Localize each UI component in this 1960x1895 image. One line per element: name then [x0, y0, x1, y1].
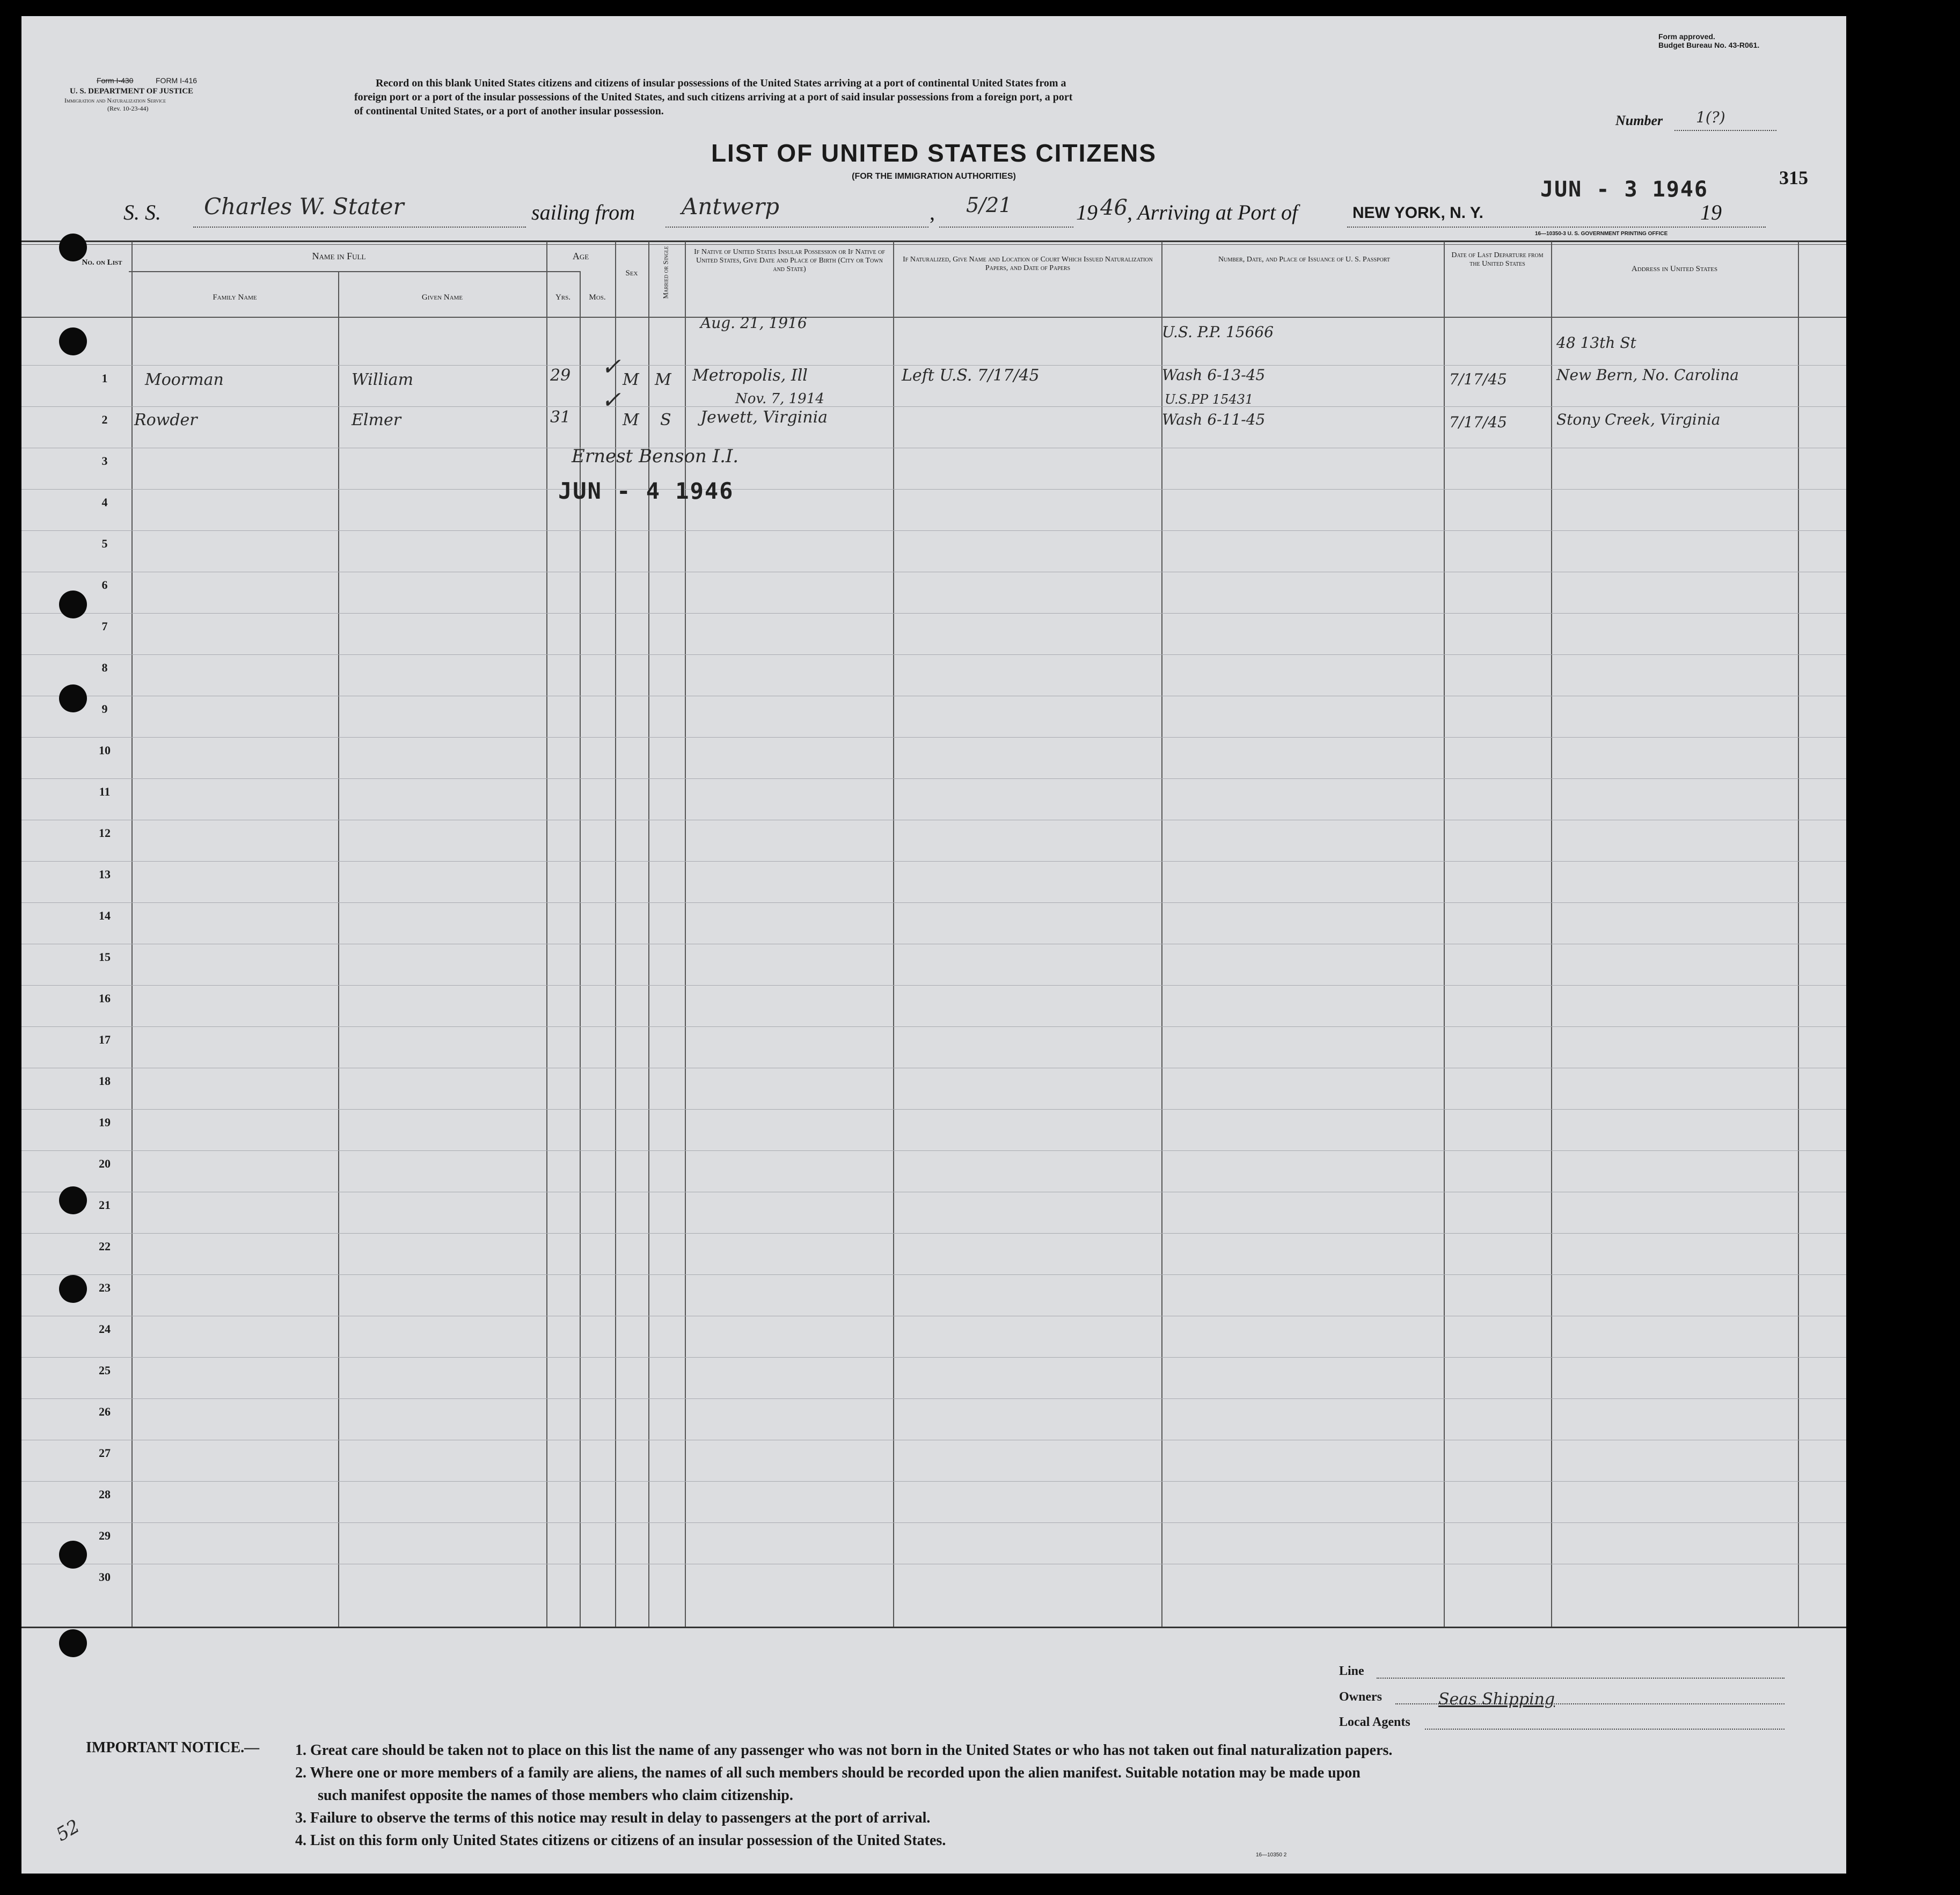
notice-list: [295, 1739, 1787, 1852]
approval-line-1: Form approved.: [1658, 32, 1715, 41]
service-line: Immigration and Naturalization Service: [64, 97, 166, 104]
col-header-name: Name in Full: [312, 251, 366, 261]
col-header-passport: Number, Date, and Place of Issuance of U. S. Passport: [1218, 256, 1390, 264]
agents-field: [1425, 1729, 1785, 1730]
col-line: [580, 271, 581, 1627]
row1-given-name: William: [352, 370, 414, 389]
punch-hole: [59, 1629, 87, 1657]
row-rule: [21, 365, 1846, 366]
arrival-year-prefix: 19: [1700, 200, 1722, 224]
row-rule: [21, 1522, 1846, 1523]
col-header-yrs: Yrs.: [555, 293, 571, 302]
page-subtitle: (FOR THE IMMIGRATION AUTHORITIES): [852, 172, 1016, 181]
row1-family-name: Moorman: [145, 370, 224, 389]
header-bottom-rule: [21, 317, 1846, 318]
owners-value: Seas Shipping: [1438, 1690, 1555, 1709]
row-number: 16: [99, 992, 111, 1005]
approval-note: [1658, 32, 1759, 49]
col-line: [893, 242, 894, 1627]
row-number: 10: [99, 744, 111, 757]
row-rule: [21, 406, 1846, 407]
row1-birth-date: Aug. 21, 1916: [700, 314, 807, 332]
row-rule: [21, 613, 1846, 614]
row2-marital: S: [660, 411, 671, 429]
instruction-line-1: Record on this blank United States citizens and citizens of insular possessions of the United States arriving at a port of continental United States from a: [376, 77, 1066, 89]
row-number: 27: [99, 1446, 111, 1460]
row2-departure: 7/17/45: [1449, 413, 1507, 431]
col-header-marital: Married or Single: [661, 246, 670, 299]
row-number: 13: [99, 868, 111, 881]
row-rule: [21, 1150, 1846, 1151]
row1-address-line1: 48 13th St: [1556, 334, 1636, 352]
col-header-mos: Mos.: [589, 293, 606, 302]
row-rule: [21, 737, 1846, 738]
notice-2-cont: such manifest opposite the names of those members who claim citizenship.: [318, 1787, 793, 1804]
col-header-given: Given Name: [421, 293, 463, 302]
line-label: Line: [1339, 1664, 1364, 1678]
row1-naturalized: Left U.S. 7/17/45: [902, 366, 1040, 385]
row2-passport-number: U.S.PP 15431: [1165, 392, 1254, 407]
row-number: 24: [99, 1322, 111, 1336]
row1-check: ✓: [601, 353, 621, 381]
row-rule: [21, 861, 1846, 862]
row-rule: [21, 489, 1846, 490]
ship-name-line: [193, 227, 526, 228]
row1-passport-issued: Wash 6-13-45: [1162, 366, 1266, 384]
row2-sex: M: [623, 411, 639, 429]
row-number: 18: [99, 1074, 111, 1088]
sailing-label: sailing from: [531, 200, 635, 224]
notice-4: 4. List on this form only United States citizens or citizens of an insular possession of the United States.: [295, 1832, 946, 1849]
row2-family-name: Rowder: [134, 411, 198, 429]
port-arrival-line: [1347, 227, 1766, 228]
row-number: 19: [99, 1116, 111, 1129]
punch-hole: [59, 327, 87, 355]
notice-1: 1. Great care should be taken not to place on this list the name of any passenger who was not born in the United States or who has not taken out final naturalization papers.: [295, 1742, 1393, 1759]
row-rule: [21, 902, 1846, 903]
row1-marital: M: [655, 370, 671, 389]
punch-hole: [59, 1275, 87, 1303]
row-rule: [21, 1398, 1846, 1399]
number-value: 1(?): [1696, 108, 1725, 126]
punch-hole: [59, 1186, 87, 1214]
col-line: [338, 271, 339, 1627]
notice-3: 3. Failure to observe the terms of this notice may result in delay to passengers at the port of arrival.: [295, 1810, 931, 1826]
punch-hole: [59, 684, 87, 712]
owners-label: Owners: [1339, 1690, 1382, 1704]
port-from-line: [665, 227, 928, 228]
row-number: 20: [99, 1157, 111, 1170]
row2-check: ✓: [601, 387, 621, 414]
row-number: 9: [101, 702, 108, 716]
row-rule: [21, 778, 1846, 779]
col-header-no: No. on List: [82, 258, 122, 267]
row1-departure: 7/17/45: [1449, 370, 1507, 388]
form-id: FORM I-416: [156, 76, 198, 85]
row2-age-years: 31: [550, 408, 571, 427]
row2-passport-issued: Wash 6-11-45: [1162, 411, 1266, 428]
punch-hole: [59, 591, 87, 618]
row1-address-line2: New Bern, No. Carolina: [1556, 366, 1739, 384]
table-top-rule: [21, 240, 1846, 242]
col-header-age: Age: [572, 251, 589, 261]
row-rule: [21, 1233, 1846, 1234]
number-label: Number: [1615, 113, 1663, 128]
row2-address-line2: Stony Creek, Virginia: [1556, 411, 1721, 428]
revision-line: (Rev. 10-23-44): [107, 105, 149, 112]
row-number: 26: [99, 1405, 111, 1418]
manifest-sheet: [21, 16, 1846, 1874]
corner-mark: 52: [52, 1815, 84, 1846]
row-rule: [21, 1481, 1846, 1482]
row1-sex: M: [623, 370, 639, 389]
instruction-line-3: of continental United States, or a port of another insular possession.: [354, 105, 664, 117]
row-rule: [21, 1109, 1846, 1110]
row-number: 25: [99, 1364, 111, 1377]
comma: ,: [930, 200, 935, 224]
row2-given-name: Elmer: [352, 411, 401, 429]
printer-note: 16—10350-3 U. S. GOVERNMENT PRINTING OFFICE: [1535, 231, 1668, 237]
year-suffix: 46: [1100, 195, 1128, 220]
row-rule: [21, 1026, 1846, 1027]
inspector-signature: Ernest Benson I.I.: [572, 446, 739, 467]
date-line: [939, 227, 1073, 228]
col-line: [131, 242, 133, 1627]
page-title: LIST OF UNITED STATES CITIZENS: [711, 139, 1157, 167]
inspection-stamp: JUN - 4 1946: [558, 478, 734, 504]
row-rule: [21, 1274, 1846, 1275]
sailing-date: 5/21: [966, 193, 1012, 217]
row-number: 17: [99, 1033, 111, 1046]
approval-line-2: Budget Bureau No. 43-R061.: [1658, 41, 1760, 49]
arriving-label: , Arriving at Port of: [1127, 200, 1298, 224]
row-number: 3: [101, 454, 108, 468]
number-line: [1674, 130, 1776, 131]
row-number: 30: [99, 1570, 111, 1584]
row2-birth-date: Nov. 7, 1914: [735, 391, 824, 407]
department-line: U. S. DEPARTMENT OF JUSTICE: [70, 87, 194, 96]
row-number: 21: [99, 1198, 111, 1212]
col-header-sex: Sex: [625, 269, 638, 278]
port-from: Antwerp: [682, 193, 780, 220]
punch-hole: [59, 234, 87, 261]
row-number: 15: [99, 950, 111, 964]
col-header-departure: Date of Last Departure from the United States: [1451, 251, 1544, 268]
row-number: 2: [101, 413, 108, 426]
col-header-birth: If Native of United States Insular Possession or If Native of United States, Give Date and Place of Birth (City or Town and State): [694, 248, 885, 273]
row-rule: [21, 1357, 1846, 1358]
row-number: 6: [101, 578, 108, 592]
name-age-subrule: [129, 271, 580, 272]
row1-passport-number: U.S. P.P. 15666: [1162, 323, 1274, 341]
instruction-line-2: foreign port or a port of the insular possessions of the United States, and such citizens arriving at a port of said insular possessions from a foreign port, a port: [354, 91, 1073, 103]
row-rule: [21, 530, 1846, 531]
row-number: 12: [99, 826, 111, 840]
row-number: 28: [99, 1488, 111, 1501]
col-line: [1444, 242, 1445, 1627]
row-number: 1: [101, 371, 108, 385]
row-number: 23: [99, 1281, 111, 1294]
instructions: [354, 76, 1556, 118]
year-prefix: 19: [1076, 200, 1098, 224]
col-line: [1551, 242, 1552, 1627]
page-number: 315: [1779, 167, 1808, 188]
row1-birth-place: Metropolis, Ill: [692, 366, 808, 385]
port-arrival: NEW YORK, N. Y.: [1352, 204, 1483, 222]
col-header-address: Address in United States: [1631, 265, 1718, 273]
row2-birth-place: Jewett, Virginia: [700, 408, 828, 427]
line-field: [1377, 1678, 1785, 1679]
row-number: 7: [101, 619, 108, 633]
col-header-naturalized: If Naturalized, Give Name and Location of Court Which Issued Naturalization Papers, and Date of Papers: [903, 256, 1153, 272]
row-number: 14: [99, 909, 111, 922]
arrival-stamp: JUN - 3 1946: [1540, 177, 1708, 202]
notice-2: 2. Where one or more members of a family are aliens, the names of all such members should be recorded upon the alien manifest. Suitable notation may be made upon: [295, 1765, 1361, 1781]
ship-name: Charles W. Stater: [204, 193, 404, 220]
row-number: 5: [101, 537, 108, 550]
form-id-struck: Form I-430: [97, 76, 134, 85]
notice-title: IMPORTANT NOTICE.—: [86, 1739, 260, 1756]
table-bottom-rule: [21, 1627, 1846, 1628]
col-header-family: Family Name: [213, 293, 257, 302]
row-number: 29: [99, 1529, 111, 1542]
agents-label: Local Agents: [1339, 1715, 1410, 1729]
row-number: 4: [101, 495, 108, 509]
punch-hole: [59, 1541, 87, 1569]
col-line: [546, 242, 547, 1627]
row-rule: [21, 654, 1846, 655]
row-number: 22: [99, 1240, 111, 1253]
row-rule: [21, 985, 1846, 986]
row1-age-years: 29: [550, 366, 571, 385]
row-number: 8: [101, 661, 108, 674]
footer-code: 16—10350 2: [1256, 1852, 1287, 1858]
row-number: 11: [99, 785, 111, 798]
col-line: [1161, 242, 1162, 1627]
col-line: [1798, 242, 1799, 1627]
ss-label: S. S.: [123, 200, 161, 224]
